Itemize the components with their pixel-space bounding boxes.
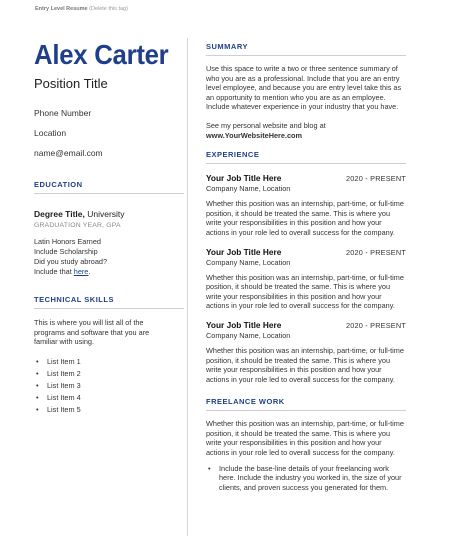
honors-item: Include Scholarship	[34, 247, 98, 256]
experience-heading: EXPERIENCE	[206, 150, 260, 160]
summary-heading: SUMMARY	[206, 42, 248, 51]
website-url[interactable]: www.YourWebsiteHere.com	[206, 130, 302, 140]
skills-heading: TECHNICAL SKILLS	[34, 295, 114, 304]
skills-rule	[34, 308, 184, 309]
email: name@email.com	[34, 148, 103, 158]
location: Location	[34, 128, 67, 138]
job-title: Your Job Title Here	[206, 173, 282, 184]
main-column	[206, 42, 406, 492]
resume-tag	[35, 6, 128, 12]
here-prefix: Include that	[34, 267, 74, 276]
freelance-heading: FREELANCE WORK	[206, 397, 285, 407]
skills-list-item: • List Item 2	[34, 369, 184, 381]
summary-text: Use this space to write a two or three sentence summary of who you are as a professional. Include that you are an entry level employee, and because you are entry level take this as an opportunity to mention who you are as an employee. Include whatever experience in your industry that you have.	[206, 64, 402, 112]
tag-note: (Delete this tag)	[89, 6, 128, 12]
honors-item: Did you study abroad?	[34, 257, 108, 266]
position-title: Position Title	[34, 76, 108, 91]
university: University	[84, 209, 125, 219]
sidebar	[34, 40, 184, 417]
skills-list-item: • List Item 3	[34, 381, 184, 393]
skills-list-item: • List Item 1	[34, 357, 184, 369]
job-entry	[206, 173, 406, 237]
degree-title: Degree Title,	[34, 209, 85, 219]
skills-text: This is where you will list all of the programs and software that you are familiar with using.	[34, 318, 150, 347]
website-text: See my personal website and blog at	[206, 120, 326, 130]
skills-list-item: • List Item 4	[34, 393, 184, 405]
job-date: 2020 - PRESENT	[346, 174, 406, 184]
freelance-rule	[206, 410, 406, 411]
here-suffix: .	[88, 267, 91, 276]
graduation-info: GRADUATION YEAR, GPA	[34, 222, 121, 229]
experience-rule	[206, 163, 406, 164]
job-company: Company Name, Location	[206, 257, 291, 267]
job-description: Whether this position was an internship, part-time, or full-time position, it should be treated the same. This is where you write your responsibilities in this position and how your actions in your role led to overall success for the company.	[206, 199, 404, 237]
job-date: 2020 - PRESENT	[346, 247, 406, 257]
job-date: 2020 - PRESENT	[346, 320, 406, 330]
job-description: Whether this position was an internship, part-time, or full-time position, it should be treated the same. This is where you write your responsibilities in this position and how your actions in your role led to overall success for the company.	[206, 345, 404, 384]
website-block	[206, 121, 406, 140]
honors-list	[34, 237, 184, 277]
here-link[interactable]: here	[73, 267, 89, 276]
freelance-list-item: • Include the base-line details of your freelancing work here. Include the industry you worked in, the size of your clients, and proven success you generated for them.	[206, 464, 406, 493]
column-divider	[187, 38, 188, 536]
job-company: Company Name, Location	[206, 184, 291, 194]
job-entry	[206, 247, 406, 311]
job-description: Whether this position was an internship, part-time, or full-time position, it should be treated the same. This is where you write your responsibilities in this position and how your actions in your role led to overall success for the company.	[206, 272, 404, 311]
freelance-list	[206, 464, 406, 493]
honors-item: Latin Honors Earned	[34, 237, 101, 246]
skills-list	[34, 357, 184, 417]
education-heading: EDUCATION	[34, 180, 83, 189]
candidate-name: Alex Carter	[34, 39, 169, 70]
job-entry	[206, 320, 406, 384]
freelance-description: Whether this position was an internship, part-time, or full-time position, it should be treated the same. This is where you write your responsibilities in this position and how your actions in your role led to overall success for the company.	[206, 419, 404, 458]
summary-rule	[206, 55, 406, 56]
job-title: Your Job Title Here	[206, 246, 282, 257]
tag-label: Entry Level Resume	[35, 6, 88, 12]
job-company: Company Name, Location	[206, 330, 291, 340]
phone-number: Phone Number	[34, 108, 92, 118]
skills-list-item: • List Item 5	[34, 405, 184, 417]
degree	[34, 209, 184, 219]
education-rule	[34, 193, 184, 194]
job-title: Your Job Title Here	[206, 319, 282, 330]
honors-item-here	[34, 267, 184, 277]
